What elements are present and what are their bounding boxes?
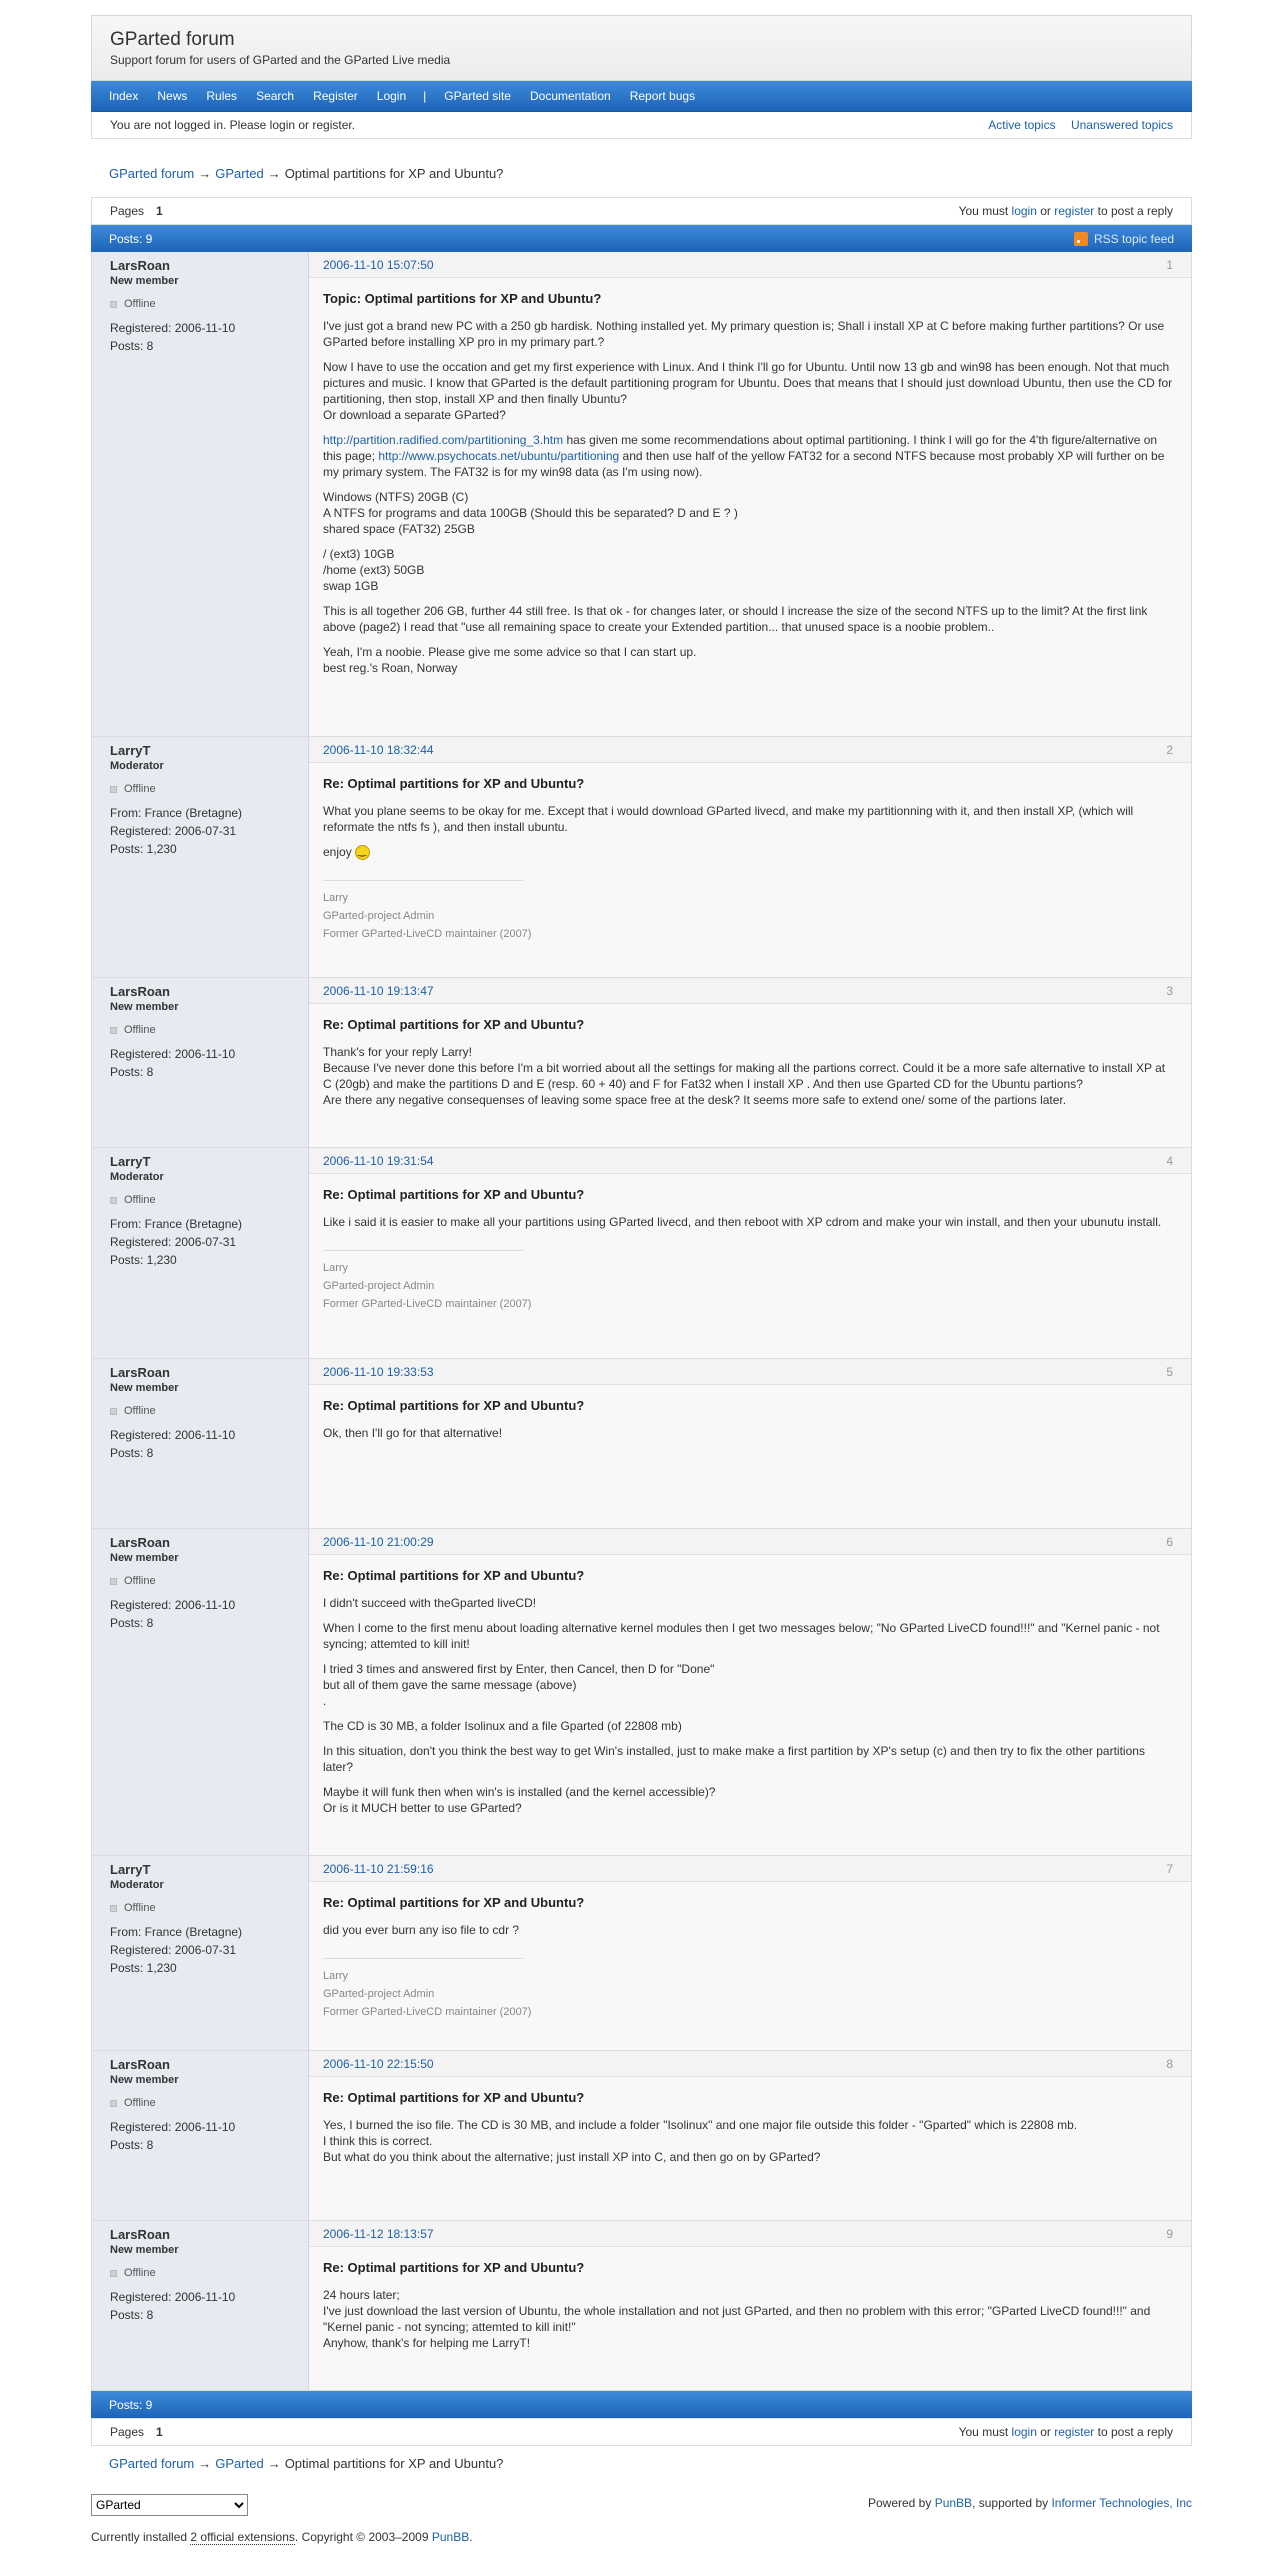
post-content: [309, 278, 1191, 695]
post-text: I didn't succeed with theGparted liveCD!: [323, 1596, 537, 1610]
post: [91, 978, 1192, 1148]
author-info: Posts: 1,230: [110, 1960, 177, 1975]
author-info: Registered: 2006-11-10: [110, 2119, 236, 2134]
post-head: [309, 1359, 1191, 1385]
signature: [323, 1250, 532, 1313]
post-text: Thank's for your reply Larry!: [323, 1045, 473, 1059]
post-text: best reg.'s Roan, Norway: [323, 661, 458, 675]
unanswered-topics-link[interactable]: Unanswered topics: [1070, 118, 1173, 132]
signature-line: Larry: [323, 1262, 349, 1274]
post-text: When I come to the first menu about loading alternative kernel modules then I get two messages below; "No GParted LiveCD found!!!" and "Kernel panic - not syncing; attemted to kill init!: [323, 1621, 1160, 1651]
author-info: From: France (Bretagne): [110, 805, 243, 820]
author-title: Moderator: [110, 760, 164, 772]
post-paragraph: [323, 1661, 1177, 1709]
post-number: 8: [1166, 2056, 1173, 2071]
post-text: I think this is correct.: [323, 2134, 433, 2148]
post-body: [309, 1529, 1191, 1855]
signature-line: GParted-project Admin: [323, 910, 435, 923]
forum-jump-select[interactable]: [91, 2494, 248, 2516]
post-author: [92, 1529, 309, 1855]
post-paragraph: [323, 803, 1177, 835]
post-subject: Re: Optimal partitions for XP and Ubuntu?: [323, 1568, 585, 1583]
post-number: 9: [1166, 2226, 1173, 2241]
post-paragraph: [323, 1620, 1177, 1652]
author-name[interactable]: LarsRoan: [110, 984, 170, 999]
posts-footer-header: [91, 2391, 1192, 2418]
register-link[interactable]: register: [1054, 204, 1095, 218]
post-number: 6: [1166, 1534, 1173, 1549]
breadcrumb-subforum[interactable]: GParted: [215, 166, 264, 181]
signature-line: Larry: [323, 892, 349, 905]
post-author: [92, 737, 309, 977]
post-content: [309, 763, 1191, 953]
rss-feed-label: RSS topic feed: [1093, 231, 1174, 246]
post-author: [92, 2221, 309, 2390]
post: [91, 1148, 1192, 1359]
or-text: or: [1040, 204, 1051, 218]
author-name[interactable]: LarsRoan: [110, 1365, 170, 1380]
author-status: [110, 1900, 290, 1917]
author-info: Registered: 2006-07-31: [110, 1942, 237, 1957]
post-content: [309, 1555, 1191, 1835]
copyright: [91, 2528, 1192, 2546]
post-text: Or download a separate GParted?: [323, 408, 506, 422]
author-title: New member: [110, 1382, 179, 1394]
post-text: But what do you think about the alternative; just install XP into C, and then go on by GParted?: [323, 2150, 821, 2164]
author-info: Posts: 1,230: [110, 1252, 177, 1267]
post-body: [309, 1148, 1191, 1358]
post-head: [309, 252, 1191, 278]
post-subject: Re: Optimal partitions for XP and Ubuntu?: [323, 1017, 585, 1032]
register-link[interactable]: register: [1054, 2425, 1095, 2439]
posts-count: Posts: 9: [109, 231, 153, 246]
status-text: Offline: [124, 783, 156, 795]
post-head: [309, 1856, 1191, 1882]
post-text: Are there any negative consequenses of leaving some space free at the desk? It seems more safe to extend one/ some of the partions later.: [323, 1093, 1067, 1107]
post-author: [92, 1148, 309, 1358]
post-body: [309, 1359, 1191, 1528]
status-icon: [110, 1905, 117, 1912]
post-text: Anyhow, thank's for helping me LarryT!: [323, 2336, 531, 2350]
post-number: 4: [1166, 1153, 1173, 1168]
post-body: [309, 737, 1191, 977]
forum-header: [91, 15, 1192, 81]
signature-line: Former GParted-LiveCD maintainer (2007): [323, 2006, 532, 2018]
post-head: [309, 978, 1191, 1004]
post-text: Like i said it is easier to make all your partitions using GParted livecd, and then reboot with XP cdrom and make your win install, and then your ubunutu install.: [323, 1215, 1162, 1229]
post-head: [309, 1529, 1191, 1555]
post: [91, 2221, 1192, 2391]
post-author: [92, 252, 309, 736]
post-paragraph: [323, 844, 1177, 860]
post-text: Maybe it will funk then when win's is installed (and the kernel accessible)?: [323, 1785, 716, 1799]
author-title: Moderator: [110, 1879, 164, 1891]
post-author: [92, 978, 309, 1147]
powered-by-text: Powered by: [867, 2496, 932, 2510]
author-info: Posts: 1,230: [110, 841, 177, 856]
signature: [323, 880, 532, 943]
forum-title[interactable]: GParted forum: [110, 29, 235, 50]
author-title: New member: [110, 1552, 179, 1564]
author-status: [110, 1573, 290, 1590]
copyright-end: .: [469, 2530, 473, 2544]
breadcrumb-topic: Optimal partitions for XP and Ubuntu?: [284, 2456, 504, 2471]
author-info: Posts: 8: [110, 338, 154, 353]
post-content: [309, 2247, 1191, 2370]
active-topics-link[interactable]: Active topics: [988, 118, 1056, 132]
author-name[interactable]: LarsRoan: [110, 258, 170, 273]
pagination-bar-bottom: [91, 2418, 1192, 2446]
post-number: 2: [1166, 742, 1173, 757]
breadcrumb-bottom: [91, 2446, 1192, 2486]
nav-search[interactable]: Search: [256, 89, 295, 103]
signature: [323, 1958, 532, 2021]
post-head: [309, 737, 1191, 763]
login-link[interactable]: login: [1011, 2425, 1037, 2439]
author-name[interactable]: LarsRoan: [110, 2057, 170, 2072]
post-number: 3: [1166, 983, 1173, 998]
breadcrumb-arrow: →: [198, 166, 212, 181]
post-paragraph: [323, 1743, 1177, 1775]
breadcrumb: [91, 139, 1192, 197]
post-date-link[interactable]: 2006-11-10 21:00:29: [323, 1534, 434, 1549]
post-text: In this situation, don't you think the best way to get Win's installed, just to make make a first partition by XP's setup (c) and then try to fix the other partitions later?: [323, 1744, 1145, 1774]
author-name[interactable]: LarryT: [110, 1862, 151, 1877]
author-title: Moderator: [110, 1171, 164, 1183]
footer: [91, 2494, 1192, 2516]
post-text: The CD is 30 MB, a folder Isolinux and a file Gparted (of 22808 mb): [323, 1719, 682, 1733]
nav-report-bugs[interactable]: Report bugs: [629, 89, 696, 103]
breadcrumb-topic: Optimal partitions for XP and Ubuntu?: [284, 166, 504, 181]
post-subject: Re: Optimal partitions for XP and Ubuntu?: [323, 1187, 585, 1202]
author-info: Registered: 2006-11-10: [110, 1597, 236, 1612]
post-body: [309, 2051, 1191, 2220]
author-info: From: France (Bretagne): [110, 1924, 243, 1939]
rss-icon: [1074, 232, 1088, 246]
author-info: Registered: 2006-07-31: [110, 1234, 237, 1249]
post-body: [309, 252, 1191, 736]
post-number: 7: [1166, 1861, 1173, 1876]
post-paragraph: [323, 1214, 1177, 1230]
status-icon: [110, 1027, 117, 1034]
breadcrumb-arrow: →: [267, 166, 281, 181]
nav-gparted-site[interactable]: GParted site: [444, 89, 511, 103]
informer-link[interactable]: Informer Technologies, Inc: [1051, 2496, 1192, 2510]
post-text: / (ext3) 10GB: [323, 547, 395, 561]
punbb-copyright-link[interactable]: PunBB: [431, 2530, 470, 2544]
to-post-text: to post a reply: [1097, 2425, 1173, 2439]
post-subject: Topic: Optimal partitions for XP and Ubuntu?: [323, 291, 602, 306]
author-info: Registered: 2006-07-31: [110, 823, 237, 838]
post-body: [309, 2221, 1191, 2390]
status-icon: [110, 1408, 117, 1415]
must-text: You must: [958, 204, 1009, 218]
post-paragraph: [323, 432, 1177, 480]
post-text: http://partition.radified.com/partitioning_3.htm has given me some recommendations about optimal partitioning. I think I will go for the 4'th figure/alternative on this page; http://www.psychocats.net/ubuntu/partitioning and then use half of the yellow FAT32 for a second NTFS because most probably XP will further on be my primary system. The FAT32 is for my win98 data (as I'm using now).: [323, 433, 1165, 479]
post: [91, 2051, 1192, 2221]
author-name[interactable]: LarsRoan: [110, 1535, 170, 1550]
post-author: [92, 2051, 309, 2220]
rss-feed-link[interactable]: [1074, 230, 1174, 248]
login-status: You are not logged in. Please login or register.: [110, 118, 356, 132]
posts-header: [91, 225, 1192, 252]
nav-documentation[interactable]: Documentation: [529, 89, 611, 103]
post-paragraph: [323, 318, 1177, 350]
post-text: /home (ext3) 50GB: [323, 563, 425, 577]
post-paragraph: [323, 489, 1177, 537]
author-info: Registered: 2006-11-10: [110, 2289, 236, 2304]
author-info: Registered: 2006-11-10: [110, 1046, 236, 1061]
status-text: Offline: [124, 298, 156, 310]
status-text: Offline: [124, 1902, 156, 1914]
copyright-pre: Currently installed: [91, 2530, 188, 2544]
post-head: [309, 2221, 1191, 2247]
author-name[interactable]: LarryT: [110, 743, 151, 758]
post-text: A NTFS for programs and data 100GB (Should this be separated? D and E ? ): [323, 506, 738, 520]
post-date-link[interactable]: 2006-11-12 18:13:57: [323, 2226, 434, 2241]
main-nav: [91, 81, 1192, 112]
post: [91, 1359, 1192, 1529]
post-date-link[interactable]: 2006-11-10 19:13:47: [323, 983, 434, 998]
post-date-link[interactable]: 2006-11-10 19:33:53: [323, 1364, 434, 1379]
author-info: From: France (Bretagne): [110, 1216, 243, 1231]
status-icon: [110, 2270, 117, 2277]
post-paragraph: [323, 2117, 1177, 2165]
breadcrumb-subforum[interactable]: GParted: [215, 2456, 264, 2471]
smiley-icon: [355, 845, 370, 860]
post-subject: Re: Optimal partitions for XP and Ubuntu?: [323, 2260, 585, 2275]
status-icon: [110, 2100, 117, 2107]
post-text: Yes, I burned the iso file. The CD is 30 MB, and include a folder "Isolinux" and one major file outside this folder - "Gparted" which is 22808 mb.: [323, 2118, 1078, 2132]
pages-label: Pages: [110, 204, 145, 218]
author-info: Posts: 8: [110, 2307, 154, 2322]
post-text: I've just download the last version of Ubuntu, the whole installation and not just GParted, and then no problem with this error; "GParted LiveCD found!!!" and "Kernel panic - not syncing; attemted to kill init!": [323, 2304, 1151, 2334]
pagination-bar-top: [91, 197, 1192, 225]
post-paragraph: [323, 644, 1177, 676]
post-paragraph: [323, 1425, 1177, 1441]
post-date-link[interactable]: 2006-11-10 21:59:16: [323, 1861, 434, 1876]
status-text: Offline: [124, 1024, 156, 1036]
post-author: [92, 1856, 309, 2050]
post-date-link[interactable]: 2006-11-10 19:31:54: [323, 1153, 434, 1168]
post-author: [92, 1359, 309, 1528]
powered-by: [868, 2494, 1192, 2516]
post-text: swap 1GB: [323, 579, 379, 593]
copyright-mid: . Copyright © 2003–2009: [294, 2530, 429, 2544]
signature-line: Former GParted-LiveCD maintainer (2007): [323, 928, 532, 941]
breadcrumb-forum[interactable]: GParted forum: [109, 166, 195, 181]
author-info: Posts: 8: [110, 1615, 154, 1630]
status-text: Offline: [124, 2097, 156, 2109]
author-title: New member: [110, 275, 179, 287]
post: [91, 1529, 1192, 1856]
post-paragraph: [323, 359, 1177, 423]
status-text: Offline: [124, 2267, 156, 2279]
post-text: Or is it MUCH better to use GParted?: [323, 1801, 522, 1815]
post-content: [309, 1004, 1191, 1127]
post-subject: Re: Optimal partitions for XP and Ubuntu?: [323, 2090, 585, 2105]
post-text: but all of them gave the same message (above): [323, 1678, 577, 1692]
to-post-text: to post a reply: [1097, 204, 1173, 218]
author-status: [110, 2265, 290, 2282]
post: [91, 737, 1192, 978]
post-date-link[interactable]: 2006-11-10 18:32:44: [323, 742, 434, 757]
login-link[interactable]: login: [1011, 204, 1037, 218]
post-subject: Re: Optimal partitions for XP and Ubuntu?: [323, 1398, 585, 1413]
post-text: Ok, then I'll go for that alternative!: [323, 1426, 503, 1440]
posts-count: Posts: 9: [109, 2397, 153, 2412]
author-title: New member: [110, 2244, 179, 2256]
post-number: 1: [1166, 257, 1173, 272]
author-info: Posts: 8: [110, 1445, 154, 1460]
author-title: New member: [110, 2074, 179, 2086]
post-text: enjoy: [323, 845, 352, 859]
post-body: [309, 1856, 1191, 2050]
post-paragraph: [323, 1595, 1177, 1611]
status-icon: [110, 301, 117, 308]
post-content: [309, 2077, 1191, 2184]
post-content: [309, 1174, 1191, 1323]
nav-separator: |: [423, 89, 427, 103]
post: [91, 252, 1192, 737]
nav-news[interactable]: News: [157, 89, 188, 103]
extensions-link[interactable]: 2 official extensions: [190, 2530, 295, 2544]
post-body: [309, 978, 1191, 1147]
post-paragraph: [323, 2287, 1177, 2351]
signature-line: Former GParted-LiveCD maintainer (2007): [323, 1298, 532, 1310]
supported-text: , supported by: [972, 2496, 1049, 2510]
breadcrumb-forum[interactable]: GParted forum: [109, 2456, 195, 2471]
author-status: [110, 781, 290, 798]
post-paragraph: [323, 1044, 1177, 1108]
post-list: [91, 252, 1192, 2391]
author-status: [110, 1403, 290, 1420]
post-content: [309, 1882, 1191, 2031]
author-info: Posts: 8: [110, 1064, 154, 1079]
author-name[interactable]: LarsRoan: [110, 2227, 170, 2242]
post: [91, 1856, 1192, 2051]
author-status: [110, 1022, 290, 1039]
post-paragraph: [323, 603, 1177, 635]
status-text: Offline: [124, 1405, 156, 1417]
or-text: or: [1040, 2425, 1051, 2439]
post-text: did you ever burn any iso file to cdr ?: [323, 1923, 520, 1937]
post-text: shared space (FAT32) 25GB: [323, 522, 475, 536]
post-text: Because I've never done this before I'm a bit worried about all the settings for making all the partions correct. Could it be a more safe alternative to install XP at C (20gb) and make the partitions D and E (resp. 60 + 40) and F for Fat32 when I install XP . And then use Gparted CD for the Ubuntu partions?: [323, 1061, 1166, 1091]
post-text: .: [323, 1694, 327, 1708]
punbb-link[interactable]: PunBB: [934, 2496, 973, 2510]
breadcrumb-arrow: →: [267, 2456, 281, 2471]
post-paragraph: [323, 1922, 1177, 1938]
author-status: [110, 2095, 290, 2112]
status-icon: [110, 1197, 117, 1204]
status-icon: [110, 786, 117, 793]
author-name[interactable]: LarryT: [110, 1154, 151, 1169]
signature-line: GParted-project Admin: [323, 1280, 435, 1292]
post-paragraph: [323, 1718, 1177, 1734]
post-head: [309, 1148, 1191, 1174]
post-link[interactable]: http://www.psychocats.net/ubuntu/partitioning: [378, 449, 620, 463]
author-info: Posts: 8: [110, 2137, 154, 2152]
signature-line: Larry: [323, 1970, 349, 1982]
post-text: Yeah, I'm a noobie. Please give me some advice so that I can start up.: [323, 645, 697, 659]
current-page: 1: [156, 204, 163, 218]
author-info: Registered: 2006-11-10: [110, 1427, 236, 1442]
author-status: [110, 296, 290, 313]
pages-label: Pages: [110, 2425, 145, 2439]
signature-line: GParted-project Admin: [323, 1988, 435, 2000]
post-link[interactable]: http://partition.radified.com/partitioning_3.htm: [323, 433, 564, 447]
nav-login[interactable]: Login: [376, 89, 407, 103]
must-text: You must: [958, 2425, 1009, 2439]
post-paragraph: [323, 1784, 1177, 1816]
nav-index[interactable]: Index: [109, 89, 139, 103]
post-number: 5: [1166, 1364, 1173, 1379]
post-text: 24 hours later;: [323, 2288, 400, 2302]
post-text: What you plane seems to be okay for me. Except that i would download GParted livecd, and make my partitionning with it, and then install XP, (which will reformate the ntfs fs ), and then install ubuntu.: [323, 804, 1134, 834]
nav-rules[interactable]: Rules: [206, 89, 238, 103]
status-text: Offline: [124, 1575, 156, 1587]
author-title: New member: [110, 1001, 179, 1013]
post-subject: Re: Optimal partitions for XP and Ubuntu?: [323, 1895, 585, 1910]
author-status: [110, 1192, 290, 1209]
post-text: This is all together 206 GB, further 44 still free. Is that ok - for changes later, or should I increase the size of the second NTFS up to the limit? At the first link above (page2) I read that "use all remaining space to create your Extended partition... that unused space is a noobie problem..: [323, 604, 1148, 634]
nav-register[interactable]: Register: [313, 89, 358, 103]
post-text: I've just got a brand new PC with a 250 gb hardisk. Nothing installed yet. My primary question is; Shall i install XP at C before making further partitions? Or use GParted before installing XP pro in my primary part.?: [323, 319, 1165, 349]
post-date-link[interactable]: 2006-11-10 15:07:50: [323, 257, 434, 272]
post-paragraph: [323, 546, 1177, 594]
forum-description: Support forum for users of GParted and the GParted Live media: [110, 53, 451, 67]
post-text: I tried 3 times and answered first by Enter, then Cancel, then D for "Done": [323, 1662, 715, 1676]
post-date-link[interactable]: 2006-11-10 22:15:50: [323, 2056, 434, 2071]
post-text: Windows (NTFS) 20GB (C): [323, 490, 469, 504]
status-text: Offline: [124, 1194, 156, 1206]
current-page: 1: [156, 2425, 163, 2439]
status-icon: [110, 1578, 117, 1585]
post-head: [309, 2051, 1191, 2077]
post-subject: Re: Optimal partitions for XP and Ubuntu?: [323, 776, 585, 791]
visit-bar: [91, 112, 1192, 139]
breadcrumb-arrow: →: [198, 2456, 212, 2471]
post-text: Now I have to use the occation and get my first experience with Linux. And I think I'll go for Ubuntu. Until now 13 gb and win98 has been enough. Not that much pictures and music. I know that GParted is the default partitioning program for Ubuntu. Does that means that I should just download Ubuntu, then use the CD for partitioning, then stop, install XP and then finally Ubuntu?: [323, 360, 1173, 406]
post-content: [309, 1385, 1191, 1460]
author-info: Registered: 2006-11-10: [110, 320, 236, 335]
